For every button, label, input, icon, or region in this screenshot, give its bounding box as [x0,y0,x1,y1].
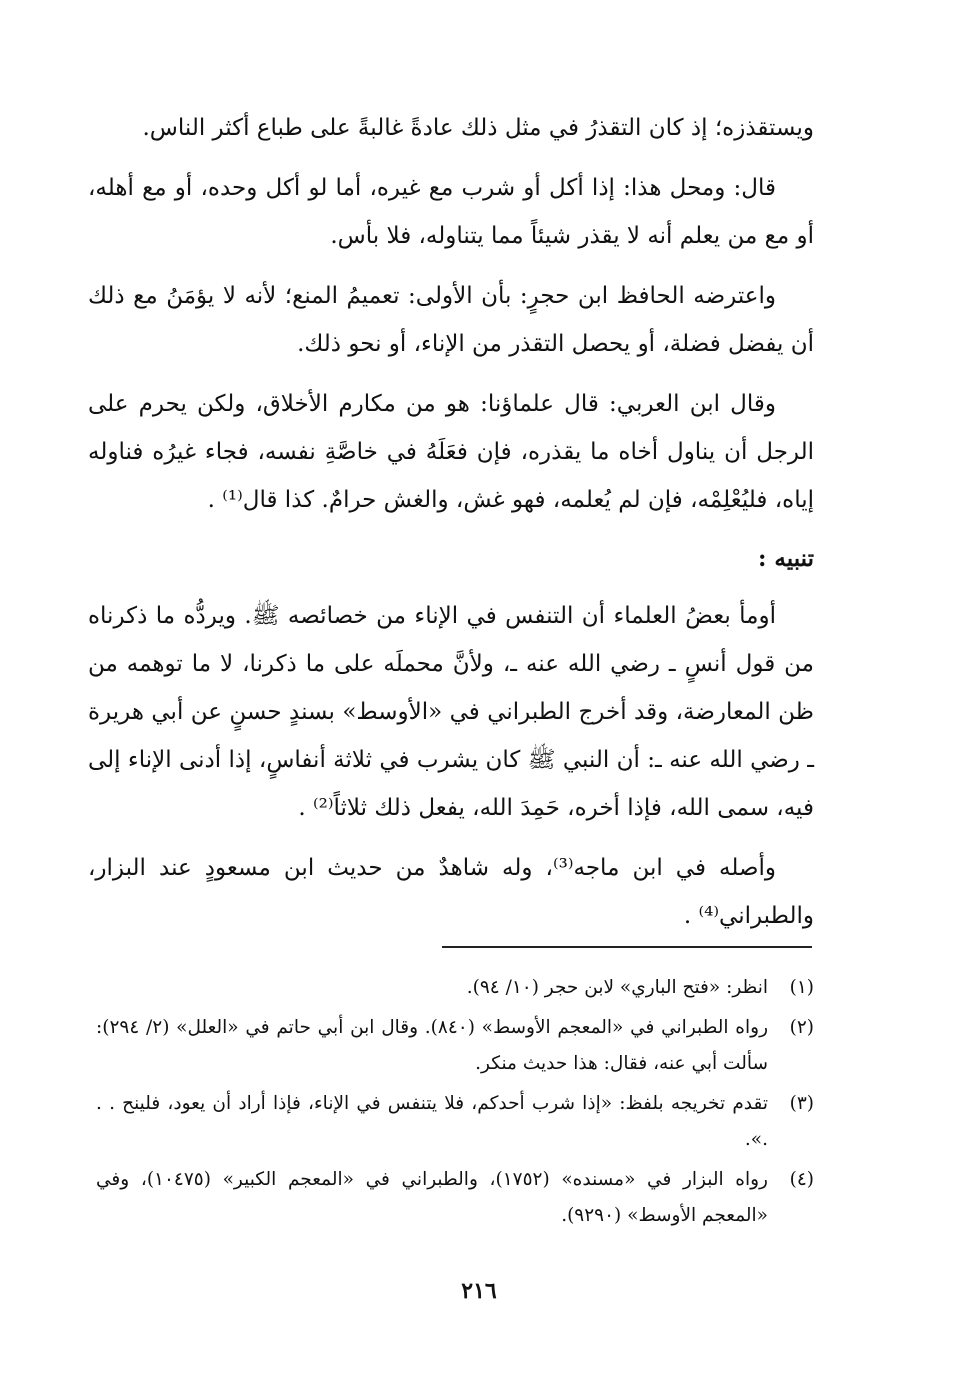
page-number: ٢١٦ [461,1278,497,1304]
footnote-text: رواه البزار في «مسنده» (١٧٥٢)، والطبراني في «المعجم الكبير» (١٠٤٧٥)، وفي «المعجم الأوسط» (٩٢٩٠). [96,1169,768,1226]
paragraph-2: قال: ومحل هذا: إذا أكل أو شرب مع غيره، أما لو أكل وحده، أو مع أهله، أو مع من يعلم أنه لا يقذر شيئاً مما يتناوله، فلا بأس. [88,175,814,249]
section-heading: تنبيه : [757,545,814,572]
footnote-number: (٢) [789,1017,814,1038]
paragraph-6: وأصله في ابن ماجه⁽³⁾، وله شاهدٌ من حديث ابن مسعودٍ عند البزار، والطبراني⁽⁴⁾ . [88,855,814,929]
footnote-3 [96,1086,814,1158]
paragraph-4: وقال ابن العربي: قال علماؤنا: هو من مكارم الأخلاق، ولكن يحرم على الرجل أن يناول أخاه ما يقذره، فإن فعَلَهُ في خاصَّةِ نفسه، فجاء غيرُه فناوله إياه، فليُعْلِمْه، فإن لم يُعلمه، فهو غش، والغش حرامٌ. كذا قال⁽¹⁾ . [88,391,814,513]
main-text [88,104,814,952]
footnote-4 [96,1162,814,1234]
footnotes [96,970,814,1238]
footnote-2 [96,1010,814,1082]
footnote-1 [96,970,814,1006]
footnote-divider [442,946,812,948]
footnote-text: تقدم تخريجه بلفظ: «إذا شرب أحدكم، فلا يتنفس في الإناء، فإذا أراد أن يعود، فلينح . . .». [96,1093,768,1150]
footnote-number: (٣) [789,1093,814,1114]
paragraph-1: ويستقذزه؛ إذ كان التقذرُ في مثل ذلك عادةً غالبةً على طباع أكثر الناس. [142,115,814,141]
footnote-number: (١) [789,977,814,998]
paragraph-5: أومأ بعضُ العلماء أن التنفس في الإناء من خصائصه ﷺ. ويردُّه ما ذكرناه من قول أنسٍ ـ رضي الله عنه ـ، ولأنَّ محملَه على ما ذكرنا، لا ما توهمه من ظن المعارضة، وقد أخرج الطبراني في «الأوسط» بسندٍ حسنٍ عن أبي هريرة ـ رضي الله عنه ـ: أن النبي ﷺ كان يشرب في ثلاثة أنفاسٍ، إذا أدنى الإناء إلى فيه، سمى الله، فإذا أخره، حَمِدَ الله، يفعل ذلك ثلاثاً⁽²⁾ . [88,603,814,821]
footnote-text: انظر: «فتح الباري» لابن حجر (١٠/ ٩٤). [466,977,768,998]
footnote-number: (٤) [789,1169,814,1190]
paragraph-3: واعترضه الحافظ ابن حجرٍ: بأن الأولى: تعميمُ المنع؛ لأنه لا يؤمَنُ مع ذلك أن يفضل فضلة، أو يحصل التقذر من الإناء، أو نحو ذلك. [88,283,814,357]
footnote-text: رواه الطبراني في «المعجم الأوسط» (٨٤٠). وقال ابن أبي حاتم في «العلل» (٢/ ٢٩٤): سألت أبي عنه، فقال: هذا حديث منكر. [96,1017,769,1074]
